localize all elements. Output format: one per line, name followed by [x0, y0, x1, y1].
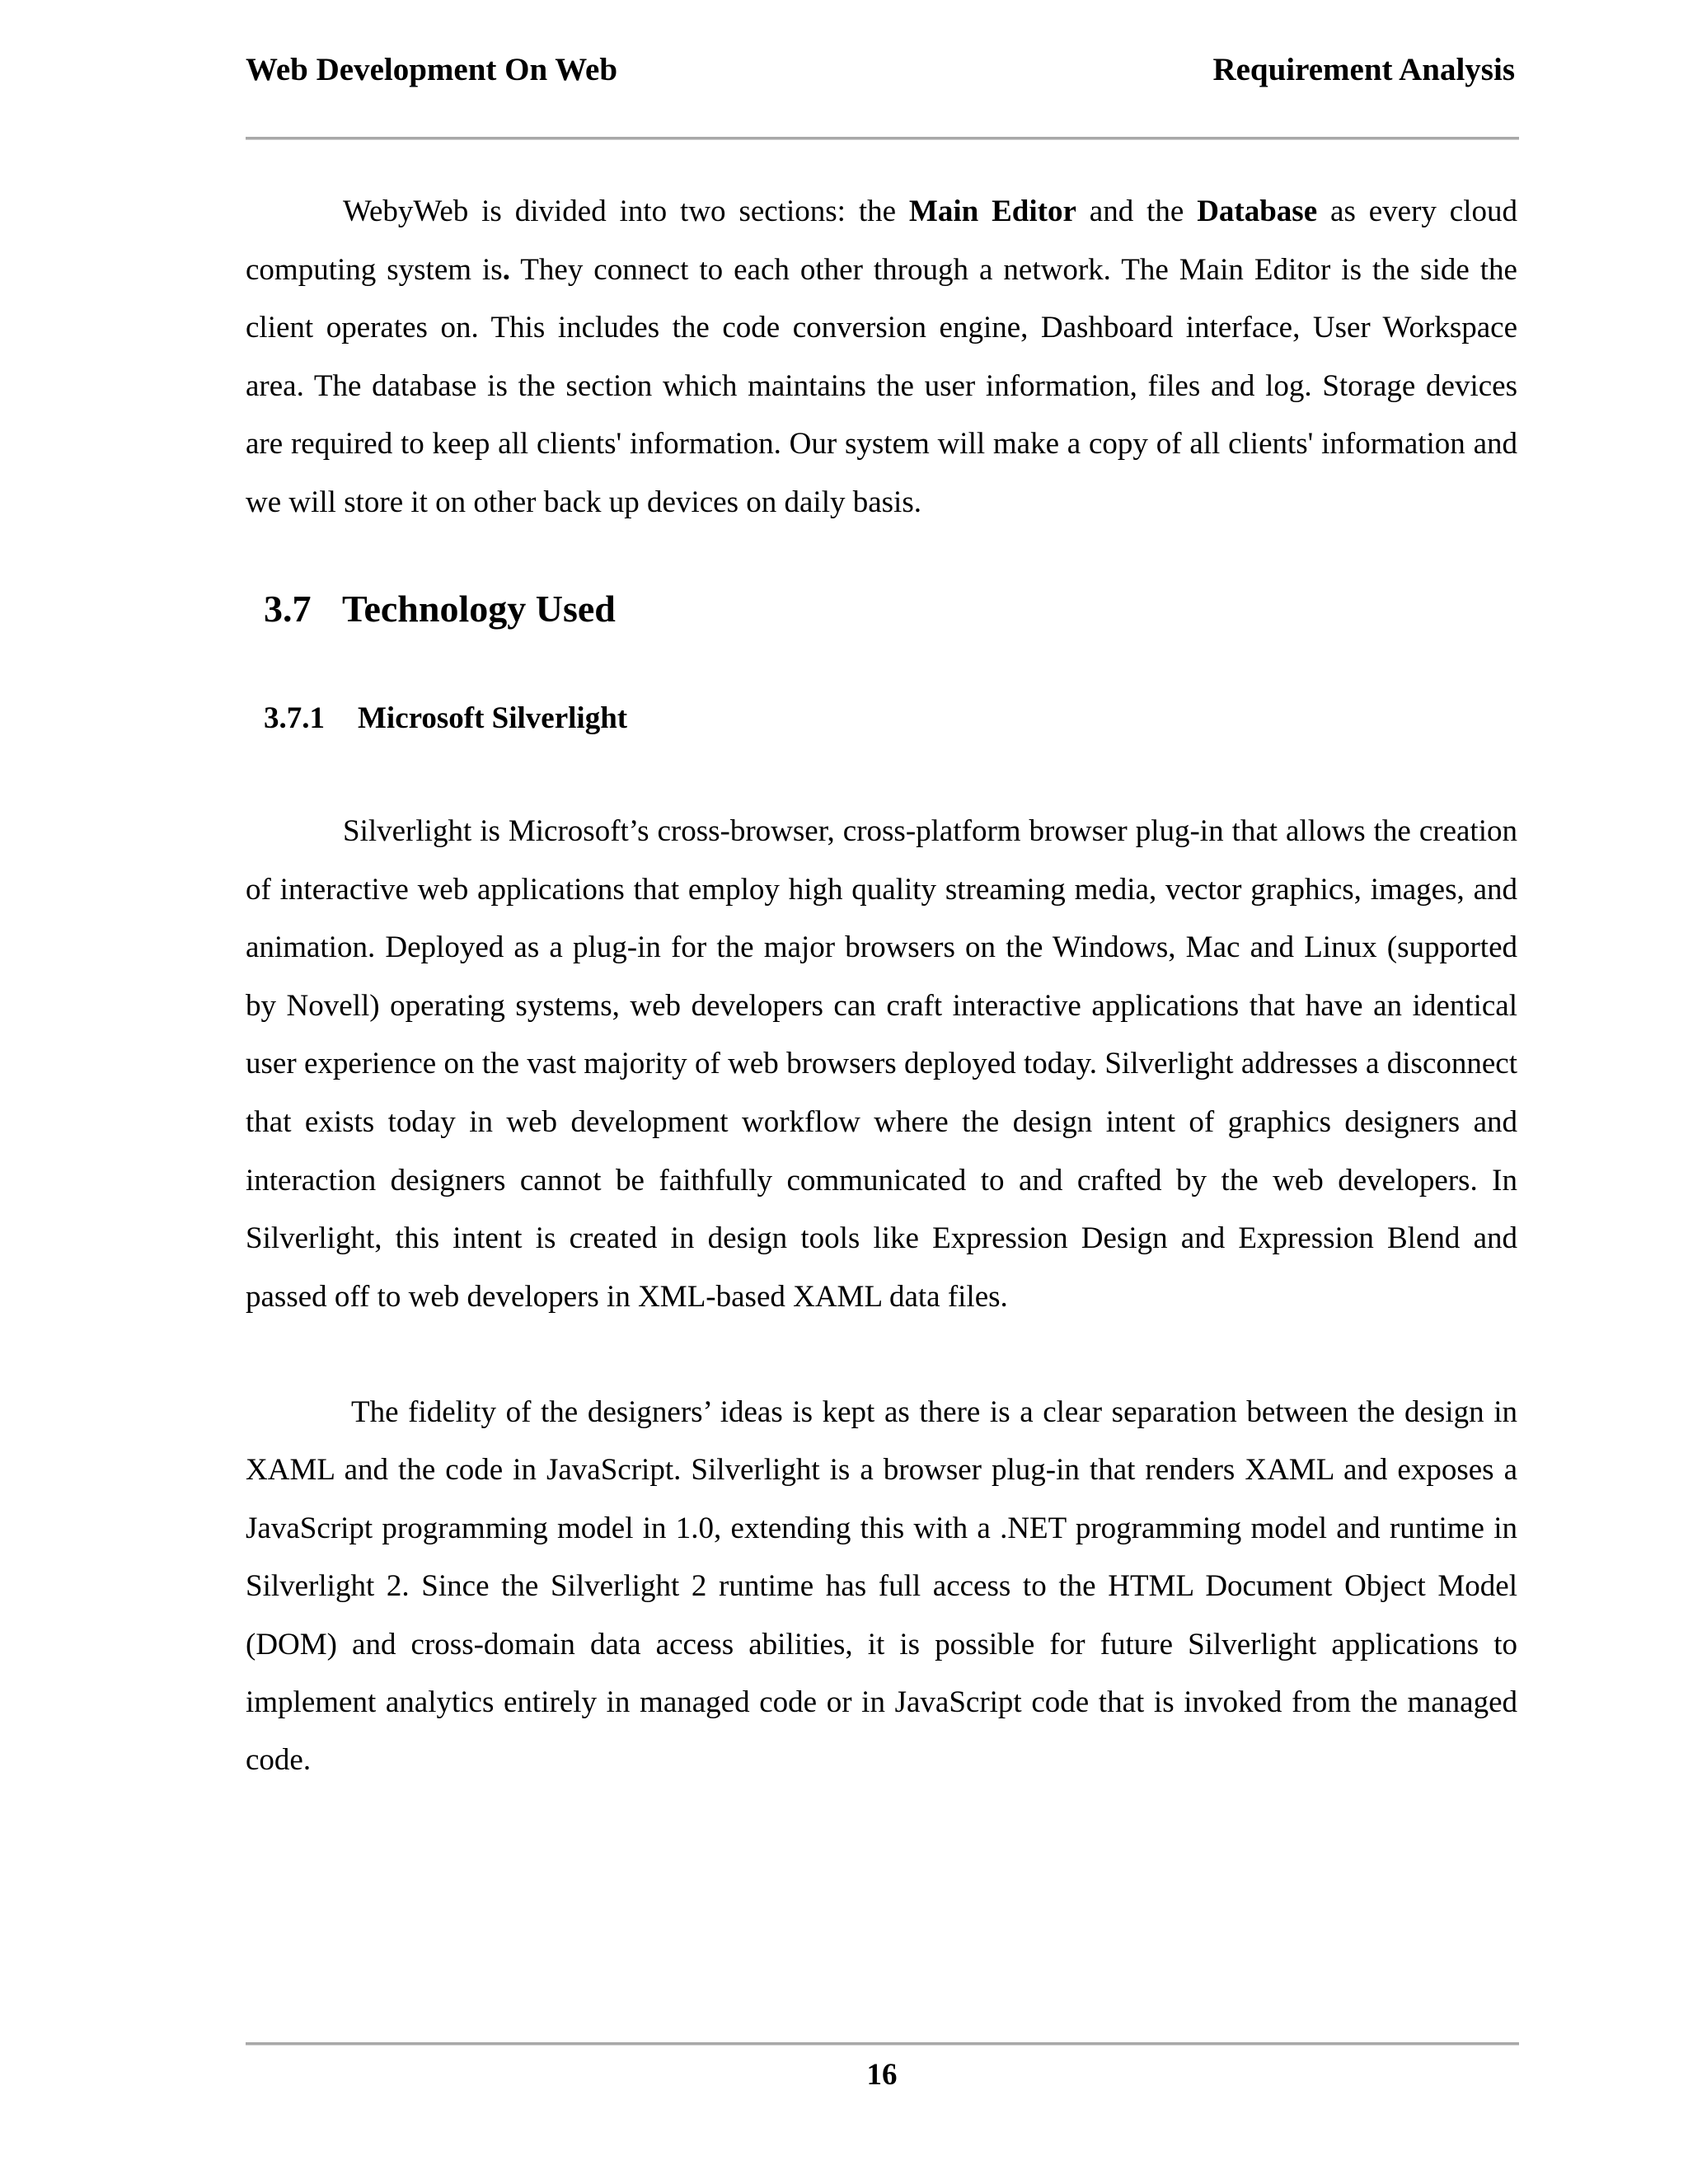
database-term: Database — [1197, 194, 1318, 228]
silverlight-paragraph-1: Silverlight is Microsoft’s cross-browser, cross-platform browser plug-in that allows the creation of interactive web applications that employ high quality streaming media, vector graphics, images, and animation. Deployed as a plug-in for the major browsers on the Windows, Mac and Linux (supported by Novell) operating systems, web developers can craft interactive applications that have an identical user experience on the vast majority of web browsers deployed today. Silverlight addresses a disconnect that exists today in web development workflow where the design intent of graphics designers and interaction designers cannot be faithfully communicated to and crafted by the web developers. In Silverlight, this intent is created in design tools like Expression Design and Expression Blend and passed off to web developers in XML-based XAML data files. — [246, 814, 1517, 1314]
header-divider — [246, 137, 1519, 140]
section-title: Technology Used — [342, 588, 616, 630]
running-header — [246, 51, 1515, 101]
subsection-heading — [264, 701, 627, 736]
page-number: 16 — [866, 2058, 898, 2092]
bold-period: . — [502, 252, 510, 287]
intro-text-4: They connect to each other through a network. The Main Editor is the side the client operates on. This includes the code conversion engine, Dashboard interface, User Workspace area. The database is the section which maintains the user information, files and log. Storage devices are required to keep all clients' information. Our system will make a copy of all clients' information and we will store it on other back up devices on daily basis. — [246, 252, 1517, 519]
section-heading — [264, 587, 616, 630]
footer-divider — [246, 2042, 1519, 2046]
section-number: 3.7 — [264, 588, 312, 630]
header-document-title: Web Development On Web — [246, 52, 618, 87]
subsection-number: 3.7.1 — [264, 701, 325, 735]
subsection-title: Microsoft Silverlight — [358, 701, 628, 735]
intro-text-2: and the — [1076, 194, 1198, 228]
silverlight-paragraph-2: The fidelity of the designers’ ideas is kept as there is a clear separation between the design in XAML and the code in JavaScript. Silverlight is a browser plug-in that renders XAML and exposes a JavaScript programming model in 1.0, extending this with a .NET programming model and runtime in Silverlight 2. Since the Silverlight 2 runtime has full access to the HTML Document Object Model (DOM) and cross-domain data access abilities, it is possible for future Silverlight applications to implement analytics entirely in managed code or in JavaScript code that is invoked from the managed code. — [246, 1395, 1517, 1778]
header-chapter-title: Requirement Analysis — [1212, 52, 1515, 87]
intro-text-1: WebyWeb is divided into two sections: the — [343, 194, 909, 228]
main-editor-term: Main Editor — [908, 194, 1076, 228]
intro-paragraph — [246, 183, 1517, 532]
intro-text-3: as every cloud computing system is — [246, 194, 1518, 287]
